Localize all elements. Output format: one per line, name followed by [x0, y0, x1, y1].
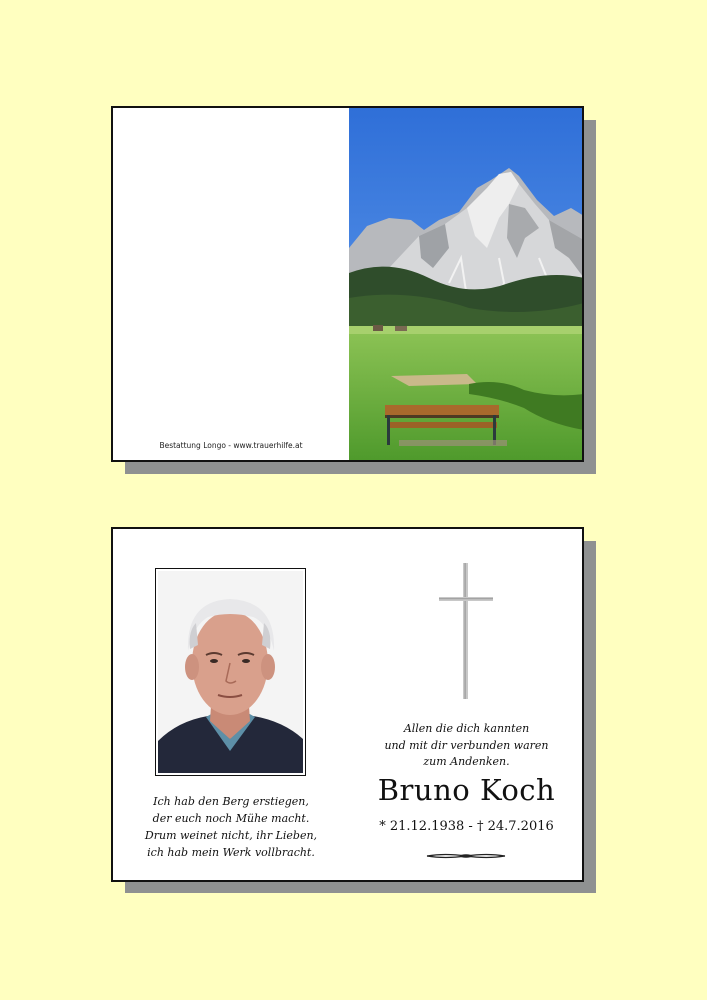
inside-card — [111, 527, 584, 882]
mountain-meadow-bench-image — [349, 108, 584, 460]
dedication-line: und mit dir verbunden waren — [384, 738, 549, 752]
poem-line: ich hab mein Werk vollbracht. — [147, 846, 315, 859]
front-card-back-page — [113, 108, 349, 460]
poem-line: Ich hab den Berg erstiegen, — [153, 795, 309, 808]
publisher-line: Bestattung Longo - www.trauerhilfe.at — [159, 441, 303, 450]
cross-icon — [437, 561, 495, 701]
mountain-photo — [349, 108, 584, 460]
portrait-photo-frame — [155, 568, 306, 776]
flourish-ornament-icon — [425, 851, 507, 861]
dedication-line: zum Andenken. — [423, 755, 510, 768]
portrait-photo — [158, 571, 303, 773]
deceased-name: Bruno Koch — [377, 773, 556, 807]
poem-line: der euch noch Mühe macht. — [152, 812, 310, 825]
dedication-line: Allen die dich kannten — [403, 722, 530, 735]
life-dates: * 21.12.1938 - † 24.7.2016 — [379, 819, 554, 834]
poem — [113, 793, 349, 861]
poem-line: Drum weinet nicht, ihr Lieben, — [144, 829, 318, 842]
front-card — [111, 106, 584, 462]
dedication — [349, 721, 584, 771]
